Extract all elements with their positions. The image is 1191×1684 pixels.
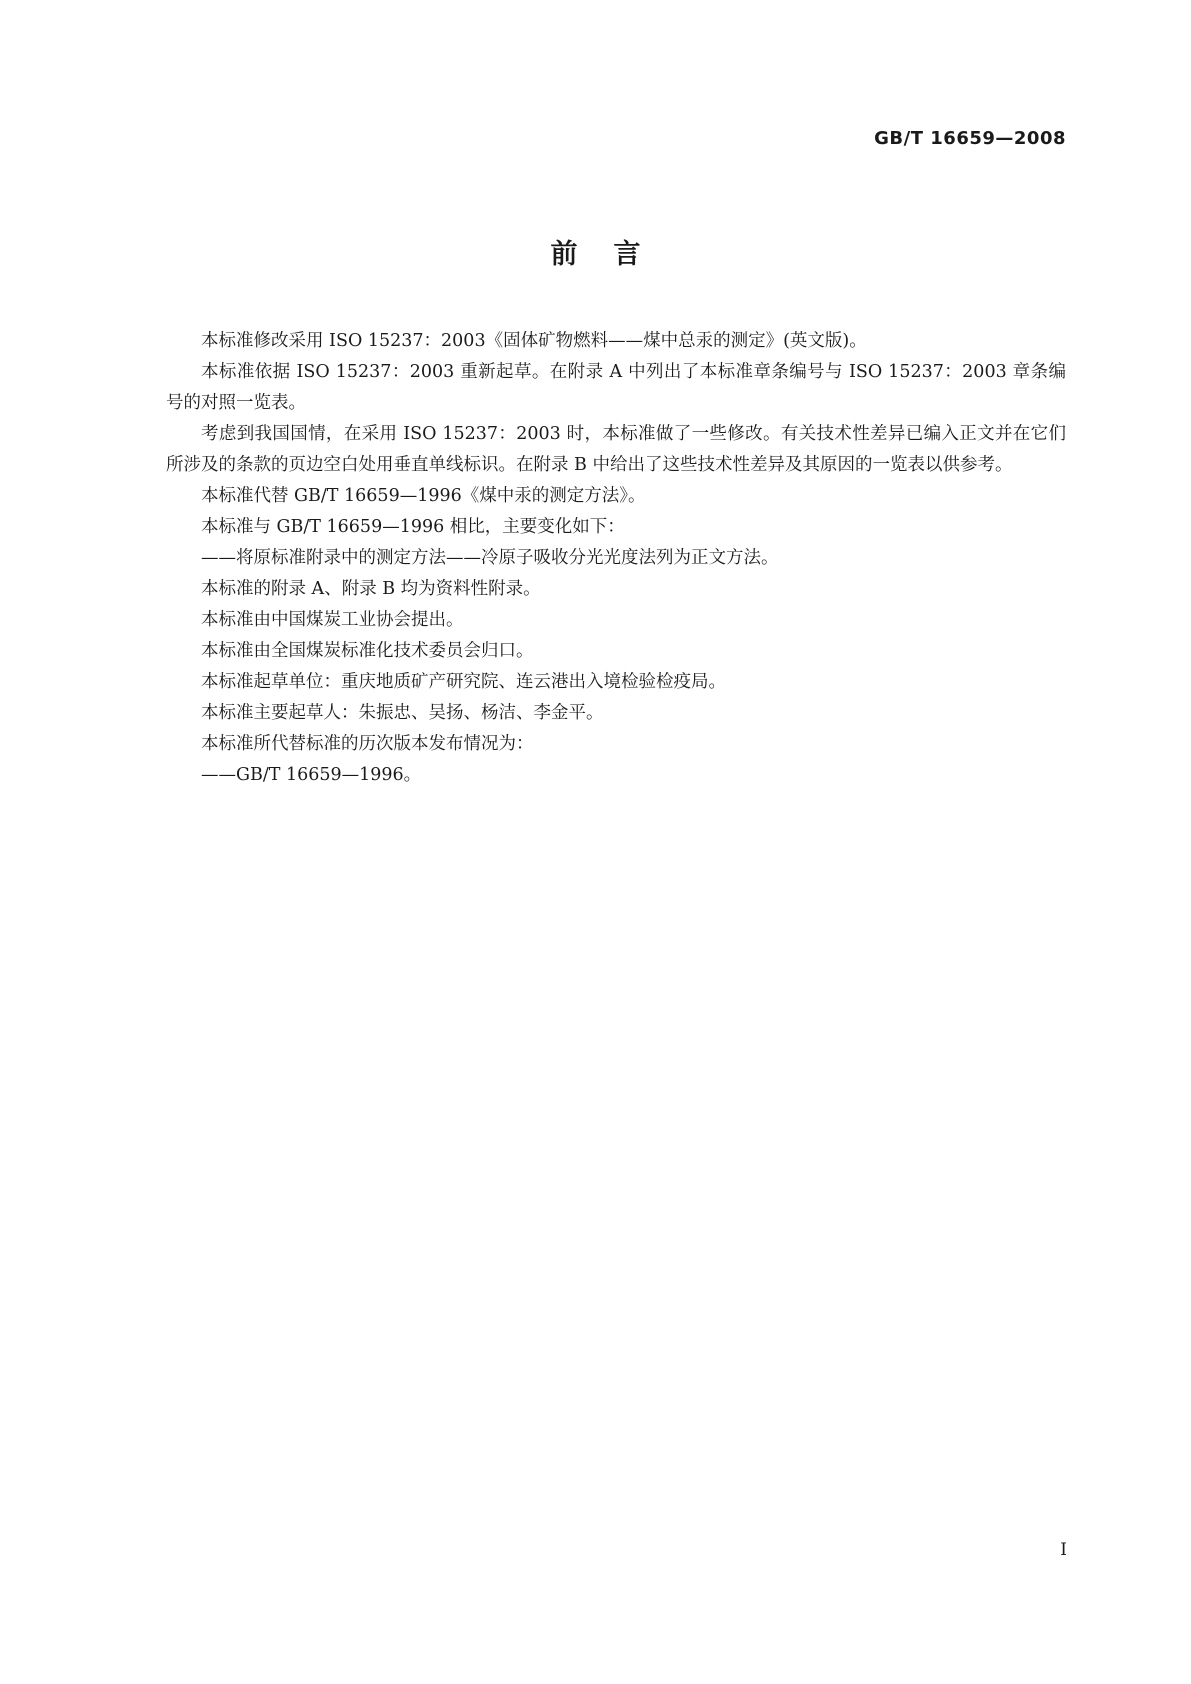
- paragraph: 本标准主要起草人：朱振忠、吴扬、杨洁、李金平。: [201, 703, 604, 723]
- paragraph: 本标准由全国煤炭标准化技术委员会归口。: [201, 641, 534, 661]
- page-number: I: [1060, 1540, 1067, 1560]
- paragraph: 本标准由中国煤炭工业协会提出。: [201, 610, 464, 630]
- body-text: [166, 326, 1066, 791]
- paragraph: 本标准的附录 A、附录 B 均为资料性附录。: [201, 579, 541, 599]
- paragraph: 本标准代替 GB/T 16659—1996《煤中汞的测定方法》。: [201, 486, 646, 506]
- paragraph: 本标准与 GB/T 16659—1996 相比，主要变化如下：: [201, 517, 625, 537]
- standard-number: GB/T 16659—2008: [874, 128, 1066, 149]
- paragraph: ——将原标准附录中的测定方法——冷原子吸收分光光度法列为正文方法。: [201, 548, 779, 568]
- paragraph: 本标准依据 ISO 15237：2003 重新起草。在附录 A 中列出了本标准章条编号与 ISO 15237：2003 章条编号的对照一览表。: [166, 362, 1066, 413]
- paragraph: 考虑到我国国情，在采用 ISO 15237：2003 时，本标准做了一些修改。有关技术性差异已编入正文并在它们所涉及的条款的页边空白处用垂直单线标识。在附录 B 中给出了这些技术性差异及其原因的一览表以供参考。: [166, 424, 1066, 475]
- paragraph: ——GB/T 16659—1996。: [201, 765, 422, 785]
- page-title: 前言: [550, 239, 677, 270]
- paragraph: 本标准所代替标准的历次版本发布情况为：: [201, 734, 534, 754]
- paragraph: 本标准起草单位：重庆地质矿产研究院、连云港出入境检验检疫局。: [201, 672, 726, 692]
- paragraph: 本标准修改采用 ISO 15237：2003《固体矿物燃料——煤中总汞的测定》(英文版)。: [201, 331, 867, 351]
